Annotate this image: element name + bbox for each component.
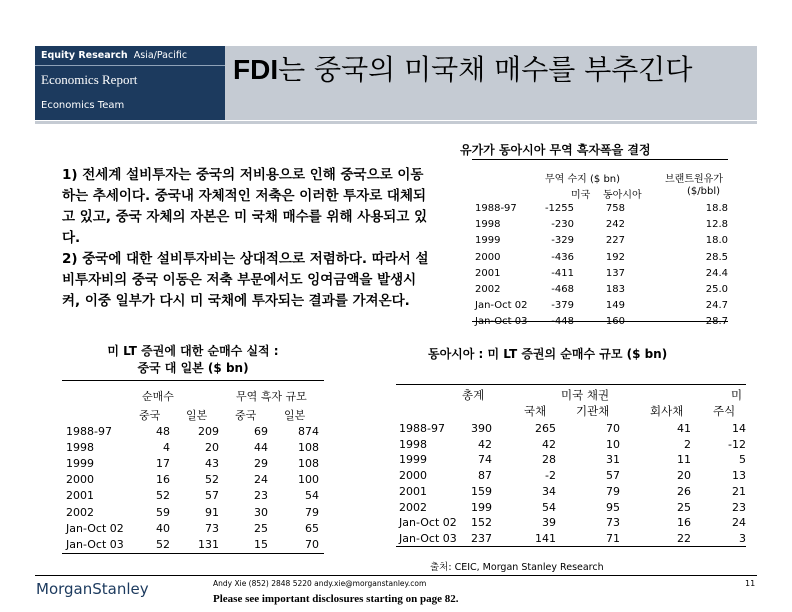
china-trade-cell: 44 bbox=[254, 441, 268, 455]
corporate-cell: 2 bbox=[684, 437, 691, 451]
table1-title: 유가가 동아시아 무역 흑자폭을 결정 bbox=[460, 143, 651, 157]
body-text bbox=[62, 165, 434, 312]
year-cell: 1999 bbox=[475, 235, 501, 247]
china-trade-cell: 69 bbox=[254, 425, 268, 438]
table2-row bbox=[62, 522, 324, 537]
table3-title: 동아시아 : 미 LT 증권의 순매수 규모 ($ bn) bbox=[428, 347, 668, 361]
china-trade-cell: 30 bbox=[254, 505, 268, 519]
japan-net-cell: 209 bbox=[198, 425, 219, 438]
year-cell: Jan-Oct 03 bbox=[399, 531, 457, 545]
ea-balance-cell: 758 bbox=[605, 203, 625, 214]
table2-top-rule bbox=[62, 380, 324, 381]
china-net-cell: 52 bbox=[156, 489, 170, 503]
stock-cell: 21 bbox=[732, 484, 746, 498]
table2-head-net: 순매수 bbox=[142, 390, 174, 403]
stock-cell: 24 bbox=[732, 516, 746, 530]
total-cell: 42 bbox=[478, 437, 492, 451]
china-trade-cell: 23 bbox=[254, 489, 268, 503]
year-cell: 2000 bbox=[475, 251, 501, 263]
japan-trade-cell: 54 bbox=[305, 489, 319, 503]
year-cell: 1999 bbox=[66, 457, 94, 471]
china-net-cell: 52 bbox=[156, 537, 170, 551]
oil-price-cell: 24.4 bbox=[705, 267, 728, 279]
oil-price-cell: 12.8 bbox=[705, 219, 728, 231]
agency-cell: 70 bbox=[606, 422, 620, 435]
corporate-cell: 16 bbox=[677, 516, 691, 530]
table3-head-agency: 기관채 bbox=[576, 404, 610, 418]
table1-head-ea: 동아시아 bbox=[603, 190, 642, 201]
japan-trade-cell: 100 bbox=[298, 473, 319, 487]
japan-net-cell: 57 bbox=[205, 489, 219, 503]
table1-row bbox=[472, 219, 728, 232]
table2-row bbox=[62, 489, 324, 504]
table3-head-corp: 회사채 bbox=[650, 404, 684, 418]
body-point-1: 1) 전세계 설비투자는 중국의 저비용으로 인해 중국으로 이동하는 추세이다. 중국내 자체적인 저축은 이러한 투자로 대체되고 있고, 중국 자체의 자본은 미 국채 매수를 위해 사용되고 있다. bbox=[62, 167, 428, 246]
table3-bottom-rule bbox=[396, 546, 746, 547]
stock-cell: 23 bbox=[732, 500, 746, 514]
japan-net-cell: 43 bbox=[205, 457, 219, 471]
table1-row bbox=[472, 284, 728, 297]
table3-row bbox=[396, 516, 746, 531]
table3-row bbox=[396, 469, 746, 484]
year-cell: 1998 bbox=[399, 437, 427, 451]
us-balance-cell: -436 bbox=[551, 251, 574, 263]
stock-cell: 3 bbox=[739, 531, 746, 545]
year-cell: 1988-97 bbox=[66, 425, 112, 438]
table2-title-line2: 중국 대 일본 ($ bn) bbox=[137, 361, 249, 375]
japan-trade-cell: 874 bbox=[298, 425, 319, 438]
agency-cell: 79 bbox=[606, 484, 620, 498]
japan-net-cell: 73 bbox=[205, 521, 219, 535]
oil-price-cell: 18.0 bbox=[705, 235, 728, 247]
china-trade-cell: 24 bbox=[254, 473, 268, 487]
analyst-contact: Andy Xie (852) 2848 5220 andy.xie@morganstanley.com bbox=[213, 579, 427, 588]
year-cell: 2002 bbox=[66, 505, 94, 519]
china-net-cell: 4 bbox=[163, 441, 170, 455]
year-cell: 2000 bbox=[399, 469, 427, 483]
table1-row bbox=[472, 235, 728, 248]
table2-row bbox=[62, 506, 324, 521]
stock-cell: 5 bbox=[739, 453, 746, 467]
agency-cell: 95 bbox=[606, 500, 620, 514]
agency-cell: 10 bbox=[606, 437, 620, 451]
year-cell: Jan-Oct 02 bbox=[66, 521, 124, 535]
table3-row bbox=[396, 438, 746, 453]
china-trade-cell: 29 bbox=[254, 457, 268, 471]
stock-cell: 13 bbox=[732, 469, 746, 483]
table2-row bbox=[62, 473, 324, 488]
table3-top-rule bbox=[396, 384, 746, 385]
treasury-cell: 34 bbox=[542, 484, 556, 498]
footer-rule bbox=[35, 575, 757, 576]
table3-row bbox=[396, 485, 746, 500]
header-report-name: Economics Report bbox=[41, 72, 138, 87]
us-balance-cell: -329 bbox=[551, 235, 574, 247]
ea-balance-cell: 183 bbox=[605, 284, 625, 295]
year-cell: 2000 bbox=[66, 473, 94, 487]
us-balance-cell: -1255 bbox=[544, 203, 574, 214]
year-cell: 1998 bbox=[475, 219, 501, 231]
corporate-cell: 20 bbox=[677, 469, 691, 483]
table3-head-us: 미 bbox=[731, 388, 743, 402]
treasury-cell: 28 bbox=[542, 453, 556, 467]
year-cell: Jan-Oct 03 bbox=[66, 537, 124, 551]
corporate-cell: 22 bbox=[677, 531, 691, 545]
year-cell: Jan-Oct 02 bbox=[475, 300, 528, 312]
agency-cell: 57 bbox=[606, 469, 620, 483]
table1-head-us: 미국 bbox=[571, 190, 591, 201]
japan-trade-cell: 70 bbox=[305, 537, 319, 551]
table3-row bbox=[396, 501, 746, 516]
year-cell: 2002 bbox=[475, 284, 501, 295]
china-trade-cell: 15 bbox=[254, 537, 268, 551]
total-cell: 74 bbox=[478, 453, 492, 467]
treasury-cell: 265 bbox=[535, 422, 556, 435]
table1-head-unit: ($/bbl) bbox=[687, 186, 721, 197]
body-point-2: 2) 중국에 대한 설비투자비는 상대적으로 저렴하다. 따라서 설비투자비의 중국 이동은 저축 부문에서도 잉여금액을 발생시켜, 이중 일부가 다시 미 국채에 투자되는 결과를 가져온다. bbox=[62, 251, 429, 309]
year-cell: 1999 bbox=[399, 453, 427, 467]
year-cell: 1998 bbox=[66, 441, 94, 455]
disclosure-note: Please see important disclosures starting on page 82. bbox=[213, 593, 459, 605]
header-dept: Equity Research Asia/Pacific bbox=[41, 50, 188, 61]
year-cell: 2001 bbox=[475, 267, 501, 279]
total-cell: 159 bbox=[471, 484, 492, 498]
treasury-cell: 54 bbox=[542, 500, 556, 514]
table3-row bbox=[396, 422, 746, 437]
us-balance-cell: -379 bbox=[551, 300, 574, 312]
table1-head-brent: 브랜트원유가 bbox=[665, 174, 723, 185]
table2-head-china2: 중국 bbox=[235, 409, 257, 422]
china-net-cell: 48 bbox=[156, 425, 170, 438]
japan-net-cell: 52 bbox=[205, 473, 219, 487]
table3-row bbox=[396, 453, 746, 468]
corporate-cell: 25 bbox=[677, 500, 691, 514]
ea-balance-cell: 137 bbox=[605, 267, 625, 279]
table1-row bbox=[472, 268, 728, 281]
header-team: Economics Team bbox=[41, 100, 125, 111]
table1-row bbox=[472, 252, 728, 265]
table1-bottom-rule bbox=[472, 321, 728, 322]
oil-price-cell: 18.8 bbox=[705, 203, 728, 214]
japan-net-cell: 20 bbox=[205, 441, 219, 455]
china-net-cell: 16 bbox=[156, 473, 170, 487]
stock-cell: -12 bbox=[728, 437, 746, 451]
corporate-cell: 26 bbox=[677, 484, 691, 498]
china-net-cell: 17 bbox=[156, 457, 170, 471]
table2-title-line1: 미 LT 증권에 대한 순매수 실적 : bbox=[107, 344, 279, 358]
ea-balance-cell: 242 bbox=[605, 219, 625, 231]
table2-row bbox=[62, 441, 324, 456]
year-cell: 2002 bbox=[399, 500, 427, 514]
china-net-cell: 40 bbox=[156, 521, 170, 535]
oil-price-cell: 25.0 bbox=[705, 284, 728, 295]
us-balance-cell: -230 bbox=[551, 219, 574, 231]
table1-top-rule bbox=[472, 159, 728, 160]
japan-trade-cell: 65 bbox=[305, 521, 319, 535]
table3-head-stock: 주식 bbox=[713, 404, 736, 418]
table3-row bbox=[396, 532, 746, 547]
treasury-cell: 39 bbox=[542, 516, 556, 530]
japan-net-cell: 91 bbox=[205, 505, 219, 519]
ea-balance-cell: 227 bbox=[605, 235, 625, 247]
header-rule bbox=[35, 121, 757, 124]
year-cell: 1988-97 bbox=[399, 422, 445, 435]
year-cell: Jan-Oct 02 bbox=[399, 516, 457, 530]
year-cell: 1988-97 bbox=[475, 203, 517, 214]
japan-trade-cell: 108 bbox=[298, 457, 319, 471]
table2-head-japan2: 일본 bbox=[284, 409, 306, 422]
total-cell: 199 bbox=[471, 500, 492, 514]
agency-cell: 73 bbox=[606, 516, 620, 530]
stock-cell: 14 bbox=[732, 422, 746, 435]
agency-cell: 31 bbox=[606, 453, 620, 467]
treasury-cell: 42 bbox=[542, 437, 556, 451]
us-balance-cell: -411 bbox=[551, 267, 574, 279]
table3-head-bonds: 미국 채권 bbox=[561, 388, 610, 402]
ea-balance-cell: 149 bbox=[605, 300, 625, 312]
china-net-cell: 59 bbox=[156, 505, 170, 519]
page-title: FDI는 중국의 미국채 매수를 부추긴다 bbox=[233, 53, 693, 86]
us-balance-cell: -468 bbox=[551, 284, 574, 295]
table2-title bbox=[58, 343, 328, 377]
header-divider bbox=[35, 65, 225, 66]
corporate-cell: 41 bbox=[677, 422, 691, 435]
table2-head-trade: 무역 흑자 규모 bbox=[236, 390, 307, 403]
table1-head-group: 무역 수지 ($ bn) bbox=[545, 174, 621, 185]
table2-head-japan: 일본 bbox=[186, 409, 208, 422]
corporate-cell: 11 bbox=[677, 453, 691, 467]
table3-head-treasury: 국채 bbox=[524, 404, 547, 418]
table3-head-total: 총계 bbox=[462, 388, 485, 402]
table1-row bbox=[472, 316, 728, 329]
table2-row bbox=[62, 457, 324, 472]
total-cell: 87 bbox=[478, 469, 492, 483]
table1-row bbox=[472, 300, 728, 313]
morgan-stanley-logo: MorganStanley bbox=[36, 580, 149, 598]
year-cell: 2001 bbox=[399, 484, 427, 498]
year-cell: 2001 bbox=[66, 489, 94, 503]
total-cell: 237 bbox=[471, 531, 492, 545]
treasury-cell: 141 bbox=[535, 531, 556, 545]
agency-cell: 71 bbox=[606, 531, 620, 545]
table2-head-china: 중국 bbox=[139, 409, 161, 422]
total-cell: 152 bbox=[471, 516, 492, 530]
china-trade-cell: 25 bbox=[254, 521, 268, 535]
ea-balance-cell: 192 bbox=[605, 251, 625, 263]
oil-price-cell: 24.7 bbox=[705, 300, 728, 312]
treasury-cell: -2 bbox=[545, 469, 556, 483]
table2-row bbox=[62, 425, 324, 440]
japan-trade-cell: 79 bbox=[305, 505, 319, 519]
total-cell: 390 bbox=[471, 422, 492, 435]
page-number: 11 bbox=[745, 579, 756, 588]
japan-net-cell: 131 bbox=[198, 537, 219, 551]
header-badge bbox=[35, 46, 225, 120]
table3-source: 출처: CEIC, Morgan Stanley Research bbox=[430, 562, 604, 573]
oil-price-cell: 28.5 bbox=[705, 251, 728, 263]
japan-trade-cell: 108 bbox=[298, 441, 319, 455]
table2-bottom-rule bbox=[62, 553, 324, 554]
table2-row bbox=[62, 538, 324, 553]
table1-row bbox=[472, 203, 728, 216]
